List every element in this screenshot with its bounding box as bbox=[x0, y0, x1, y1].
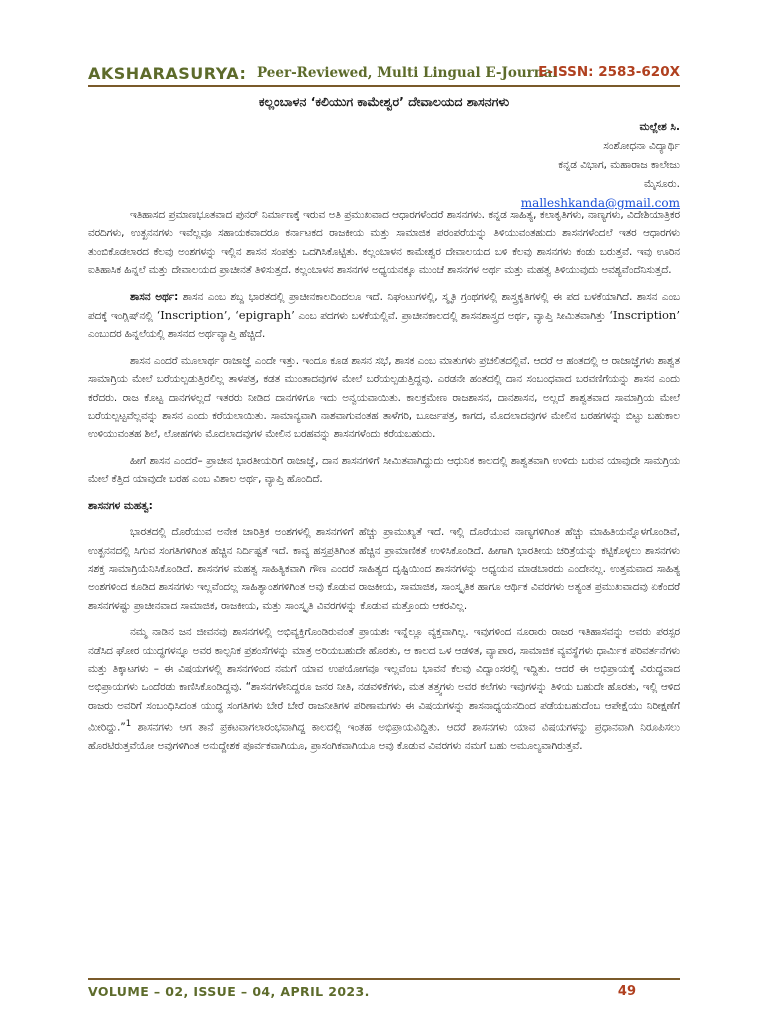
volume-issue: VOLUME – 02, ISSUE – 04, APRIL 2023. bbox=[88, 984, 370, 999]
paragraph-importance: ಭಾರತದಲ್ಲಿ ದೊರೆಯುವ ಅನೇಕ ಚಾರಿತ್ರಿಕ ಅಂಶಗಳಲ್ಲಿ ಶಾಸನಗಳಿಗೆ ಹೆಚ್ಚು ಪ್ರಾಮುಖ್ಯತೆ ಇದೆ. ಇಲ್ಲಿ ದೊರೆಯುವ ನಾಣ್ಯಗಳಿಗಿಂತ ಹೆಚ್ಚು ಮಾಹಿತಿಯನ್ನೊಳಗೊಂಡಿವೆ, ಉತ್ಖನನದಲ್ಲಿ ಸಿಗುವ ಸಂಗತಿಗಳಿಗಿಂತ ಹೆಚ್ಚಿನ ನಿರ್ದಿಷ್ಟತೆ ಇದೆ. ಕಾವ್ಯ ಹಸ್ತಪ್ರತಿಗಿಂತ ಹೆಚ್ಚಿನ ಪ್ರಾಮಾಣಿಕತೆ ಉಳಿಸಿಕೊಂಡಿದೆ. ಹೀಗಾಗಿ ಭಾರತೀಯ ಚರಿತ್ರೆಯನ್ನು ಕಟ್ಟಿಕೊಳ್ಳಲು ಶಾಸನಗಳು ಸಶಕ್ತ ಸಾಮಾಗ್ರಿಯೆನಿಸಿಕೊಂಡಿದೆ. ಶಾಸನಗಳ ಮಹತ್ವ ಸಾಹಿತ್ಯಿಕವಾಗಿ ಗೌಣ ಎಂದರೆ ಸಾಹಿತ್ಯದ ದೃಷ್ಟಿಯಿಂದ ಶಾಸನಗಳನ್ನು ಅಧ್ಯಯನ ಮಾಡಬಾರದು ಎಂದೇನಲ್ಲ. ಉತ್ತಮವಾದ ಸಾಹಿತ್ಯ ಅಂಶಗಳಿಂದ ಕೂಡಿದ ಶಾಸನಗಳು ಇಲ್ಲವೆಂದಲ್ಲ ಸಾಹಿತ್ಯಾಂಶಗಳಿಗಿಂತ ಅವು ಕೊಡುವ ರಾಜಕೀಯ, ಸಾಮಾಜಿಕ, ಸಾಂಸ್ಕೃತಿಕ ಹಾಗೂ ಆರ್ಥಿಕ ವಿವರಗಳು ಅತ್ಯಂತ ಪ್ರಮುಖವಾದವು ಏಕೆಂದರೆ ಶಾಸನಗಳಷ್ಟು ಪ್ರಾಚೀನವಾದ ಸಾಮಾಜಿಕ, ರಾಜಕೀಯ, ಮತ್ತು ಸಾಂಸ್ಕೃತಿ ವಿವರಗಳನ್ನು ಕೊಡುವ ಮತ್ತೊಂದು ಆಕರವಿಲ್ಲ. bbox=[88, 526, 680, 612]
paragraph-life bbox=[88, 623, 680, 755]
journal-brand: AKSHARASURYA: bbox=[88, 64, 247, 83]
paragraph-origin: ಶಾಸನ ಎಂದರೆ ಮೂಲಾರ್ಥ ರಾಜಾಜ್ಞೆ ಎಂದೇ ಇತ್ತು. ಇಂದೂ ಕೂಡ ಶಾಸನ ಸಭೆ, ಶಾಸಕ ಎಂಬ ಮಾತುಗಳು ಪ್ರಚಲಿತದಲ್ಲಿವೆ. ಆದರೆ ಆ ಹಂತದಲ್ಲಿ ಆ ರಾಜಾಜ್ಞೆಗಳು ಶಾಶ್ವತ ಸಾಮಾಗ್ರಿಯ ಮೇಲೆ ಬರೆಯಲ್ಪಡುತ್ತಿರಲಿಲ್ಲ ತಾಳಪತ್ರ, ಕಡತ ಮುಂತಾದವುಗಳ ಮೇಲೆ ಬರೆಯಲ್ಪಡುತ್ತಿದ್ದವು. ಎರಡನೇ ಹಂತದಲ್ಲಿ ದಾನ ಸಂಬಂಧವಾದ ಬರವಣಿಗೆಯನ್ನು ಶಾಸನ ಎಂದು ಕರೆದರು. ರಾಜ ಕೊಟ್ಟ ದಾನಗಳಲ್ಲದೆ ಇತರರು ನೀಡಿದ ದಾನಗಳಿಗೂ ಇದು ಅನ್ವಯವಾಯಿತು. ಕಾಲಕ್ರಮೇಣ ರಾಜಶಾಸನ, ದಾನಶಾಸನ, ಅಲ್ಲದೆ ಶಾಶ್ವತವಾದ ಸಾಮಾಗ್ರಿಯ ಮೇಲೆ ಬರೆಯಲ್ಪಟ್ಟವೆಲ್ಲವನ್ನು ಶಾಸನ ಎಂದು ಕರೆಯಲಾಯಿತು. ಸಾಮಾನ್ಯವಾಗಿ ನಾಶವಾಗುವಂತಹ ತಾಳೆಗರಿ, ಬೂರ್ಜಪತ್ರ, ಕಾಗದ, ಮೊದಲಾದವುಗಳ ಮೇಲಿನ ಬರಹಗಳನ್ನು ಬಿಟ್ಟು ಬಹುಕಾಲ ಉಳಿಯುವಂತಹ ಶಿಲೆ, ಲೋಹಗಳು ಮೊದಲಾದವುಗಳ ಮೇಲಿನ ಬರಹವನ್ನು ಶಾಸನಗಳೆಂದು ಕರೆಯಬಹುದು. bbox=[88, 354, 680, 441]
meaning-text-c: ಎಂಬುದರ ಹಿನ್ನಲೆಯಲ್ಲಿ ಶಾಸನದ ಅರ್ಥವ್ಯಾಪ್ತಿ ಹೆಚ್ಚಿದೆ. bbox=[88, 328, 266, 341]
paragraph-meaning bbox=[88, 288, 680, 344]
author-block bbox=[521, 118, 680, 214]
section-heading-importance: ಶಾಸನಗಳ ಮಹತ್ವ: bbox=[88, 499, 153, 512]
life-text-a: ನಮ್ಮ ನಾಡಿನ ಜನ ಜೀವನವು ಶಾಸನಗಳಲ್ಲಿ ಅಭಿವ್ಯಕ್ತಿಗೊಂಡಿರುವಂತೆ ಪ್ರಾಯಶಃ ಇನ್ನೆಲ್ಲೂ ವ್ಯಕ್ತವಾಗಿಲ್ಲ. ಇವುಗಳಿಂದ ನೂರಾರು ರಾಜರ ಇತಿಹಾಸವನ್ನು ಅವರು ಪರಸ್ಪರ ನಡೆಸಿದ ಘೋರ ಯುದ್ಧಗಳನ್ನೂ ಅವರ ಕಾಲ್ಪನಿಕ ಪ್ರಶಂಸೆಗಳನ್ನು ಮಾತ್ರ ಅರಿಯಬಹುದೇ ಹೊರತು, ಆ ಕಾಲದ ಒಳ ಆಡಳಿತ, ವ್ಯಾಪಾರ, ಸಾಮಾಜಿಕ ವ್ಯವಸ್ಥೆಗಳು ಧಾರ್ಮಿಕ ಪರಿವರ್ತನೆಗಳು ಮತ್ತು ತಿಕ್ಕಾಟಗಳು – ಈ ವಿಷಯಗಳಲ್ಲಿ ಶಾಸನಗಳಿಂದ ನಮಗೆ ಯಾವ ಉಪಯೋಗವೂ ಇಲ್ಲವೆಂಬ ಭಾವನೆ ಕೆಲವು ವಿದ್ವಾಂಸರಲ್ಲಿ ಇದ್ದಿತು. ಆದರೆ ಈ ಅಭಿಪ್ರಾಯಕ್ಕೆ ವಿರುದ್ಧವಾದ ಅಭಿಪ್ರಾಯಗಳು ಒಂದೆರಡು ಕಾಣಿಸಿಕೊಂಡಿದ್ದವು. “ಶಾಸನಗಳೇನಿದ್ದರೂ ಜನರ ನೀತಿ, ನಡವಳಿಕೆಗಳು, ಮತ ತತ್ತ್ವಗಳು ಅವರ ಕಲೆಗಳು ಇವುಗಳನ್ನು ತಿಳಿಯ ಬಹುದೇ ಹೊರತು, ಇಲ್ಲಿ ಆಳಿದ ರಾಜರು ಅವರಿಗೆ ಸಂಬಂಧಿಸಿದಂತ ಯುದ್ಧ ಸಂಗತಿಗಳು ಬೇರೆ ಬೇರೆ ರಾಜನೀತಿಗಳ ಪರಿಣಾಮಗಳು ಈ ವಿಷಯಗಳನ್ನು ಶಾಸನಾಧ್ಯಯನದಿಂದ ಪಡೆಯಬಹುದೆಂಬ ಆಪೇಕ್ಷೆಯು ನಿರೀಕ್ಷಣೆಗೆ ಮೀರಿದ್ದು.” bbox=[88, 626, 680, 734]
article-body bbox=[88, 206, 680, 763]
journal-subtitle: Peer-Reviewed, Multi Lingual E-Journal bbox=[257, 65, 558, 81]
paragraph-definition: ಹೀಗೆ ಶಾಸನ ಎಂದರೆ– ಪ್ರಾಚೀನ ಭಾರತೀಯರಿಗೆ ರಾಜಾಜ್ಞೆ, ದಾನ ಶಾಸನಗಳಿಗೆ ಸೀಮಿತವಾಗಿದ್ದುದು ಆಧುನಿಕ ಕಾಲದಲ್ಲಿ ಶಾಶ್ವತವಾಗಿ ಉಳಿದು ಬರುವ ಯಾವುದೇ ಸಾಮಗ್ರಿಯ ಮೇಲೆ ಕೆತ್ತಿದ ಯಾವುದೇ ಬರಹ ಎಂಬ ವಿಶಾಲ ಅರ್ಥ, ವ್ಯಾಪ್ತಿ ಹೊಂದಿದೆ. bbox=[88, 454, 680, 486]
meaning-label: ಶಾಸನ ಅರ್ಥ: bbox=[130, 290, 179, 303]
life-text-b: ಶಾಸನಗಳು ಆಗ ತಾನೆ ಪ್ರಕಟವಾಗಲಾರಂಭವಾಗಿದ್ದ ಕಾಲದಲ್ಲಿ ಇಂತಹ ಅಭಿಪ್ರಾಯವಿದ್ದಿತು. ಆದರೆ ಶಾಸನಗಳು ಯಾವ ವಿಷಯಗಳನ್ನು ಪ್ರಧಾನವಾಗಿ ನಿರೂಪಿಸಲು ಹೊರಟಿರುತ್ತವೆಯೋ ಅವುಗಳಿಗಿಂತ ಅನುದ್ದೇಶಕ ಪೂರ್ವಕವಾಗಿಯೂ, ಪ್ರಾಸಂಗಿಕವಾಗಿಯೂ ಅವು ಕೊಡುವ ವಿವರಗಳು ನಮಗೆ ಬಹು ಅಮೂಲ್ಯವಾಗಿರುತ್ತವೆ. bbox=[88, 721, 680, 752]
author-dept: ಕನ್ನಡ ವಿಭಾಗ, ಮಹಾರಾಜ ಕಾಲೇಜು bbox=[558, 159, 680, 171]
author-city: ಮೈಸೂರು. bbox=[643, 178, 680, 190]
meaning-english-terms: ‘Inscription’, ‘epigraph’ bbox=[156, 308, 295, 323]
journal-issn: E-ISSN: 2583-620X bbox=[538, 64, 680, 80]
meaning-text-b: ಎಂಬ ಪದಗಳು ಬಳಕೆಯಲ್ಲಿವೆ. ಪ್ರಾಚೀನಕಾಲದಲ್ಲಿ ಶಾಸನಶಾಸ್ತ್ರದ ಅರ್ಥ, ವ್ಯಾಪ್ತಿ ಸೀಮಿತವಾಗಿತ್ತು bbox=[294, 310, 610, 323]
author-role: ಸಂಶೋಧನಾ ವಿದ್ಯಾರ್ಥಿ bbox=[603, 140, 680, 152]
footer-rule bbox=[88, 978, 680, 980]
author-email-link[interactable]: malleshkanda@gmail.com bbox=[520, 196, 680, 210]
meaning-text-a: ಶಾಸನ ಎಂಬ ಶಬ್ದ ಭಾರತದಲ್ಲಿ ಪ್ರಾಚೀನಕಾಲದಿಂದಲೂ ಇದೆ. ನಿಘಂಟುಗಳಲ್ಲಿ, ಸ್ಮೃತಿ ಗ್ರಂಥಗಳಲ್ಲಿ ಶಾಸ್ತ್ರಕೃತಿಗಳಲ್ಲಿ ಈ ಪದ ಬಳಕೆಯಾಗಿದೆ. ಶಾಸನ ಎಂಬ ಪದಕ್ಕೆ ಇಂಗ್ಲಿಷ್‌ನಲ್ಲಿ bbox=[88, 290, 680, 323]
journal-footer bbox=[88, 984, 680, 1006]
paragraph-intro: ಇತಿಹಾಸದ ಪ್ರಮಾಣಭೂತವಾದ ಪುನರ್ ನಿರ್ಮಾಣಕ್ಕೆ ಇರುವ ಅತಿ ಪ್ರಮುಖವಾದ ಆಧಾರಗಳೆಂದರೆ ಶಾಸನಗಳು. ಕನ್ನಡ ಸಾಹಿತ್ಯ, ಕಲಾಕೃತಿಗಳು, ನಾಣ್ಯಗಳು, ವಿದೇಶಿಯಾತ್ರಿಕರ ವರದಿಗಳು, ಉತ್ಖನನಗಳು ಇವೆಲ್ಲವೂ ಸಹಾಯಕವಾದರೂ ಕರ್ನಾಟಕದ ರಾಜಕೀಯ ಮತ್ತು ಸಾಮಾಜಿಕ ಪರಂಪರೆಯನ್ನು ತಿಳಿಯುವಂತಹುದು ಶಾಸನಗಳೆಂದಲೆ ಇತರ ಆಧಾರಗಳು ತುಂಬಿಕೊಡಲಾರದ ಕೆಲವು ಅಂಶಗಳನ್ನು ಇಲ್ಲಿನ ಶಾಸನ ಸಂಪತ್ತು ಒದಗಿಸಿಕೊಟ್ಟಿತು. ಕಲ್ಲಂಬಾಳನ ಕಾಮೇಶ್ವರ ದೇವಾಲಯದ ಬಳಿ ಕೆಲವು ಶಾಸನಗಳು ಕಂಡು ಬರುತ್ತವೆ. ಇವು ಊರಿನ ಐತಿಹಾಸಿಕ ಹಿನ್ನಲೆ ಮತ್ತು ದೇವಾಲಯದ ಪ್ರಾಚೀನತೆ ತಿಳಿಸುತ್ತದೆ. ಕಲ್ಲಂಬಾಳನ ಶಾಸನಗಳ ಅಧ್ಯಯನಕ್ಕೂ ಮುಂಚೆ ಶಾಸನಗಳ ಅರ್ಥ ಮತ್ತು ಮಹತ್ವ ತಿಳಿಯುವುದು ಅವಶ್ಯವೆಂದೆನಿಸುತ್ತದೆ. bbox=[88, 209, 680, 277]
article-title: ಕಲ್ಲಂಬಾಳನ ‘ಕಲಿಯುಗ ಕಾಮೇಶ್ವರ’ ದೇವಾಲಯದ ಶಾಸನಗಳು bbox=[258, 94, 510, 109]
footnote-ref[interactable]: 1 bbox=[125, 719, 132, 730]
page-number: 49 bbox=[617, 984, 636, 999]
author-name: ಮಲ್ಲೇಶ ಸಿ. bbox=[639, 121, 680, 133]
meaning-english-term: ‘Inscription’ bbox=[609, 308, 680, 323]
header-rule bbox=[88, 85, 680, 87]
